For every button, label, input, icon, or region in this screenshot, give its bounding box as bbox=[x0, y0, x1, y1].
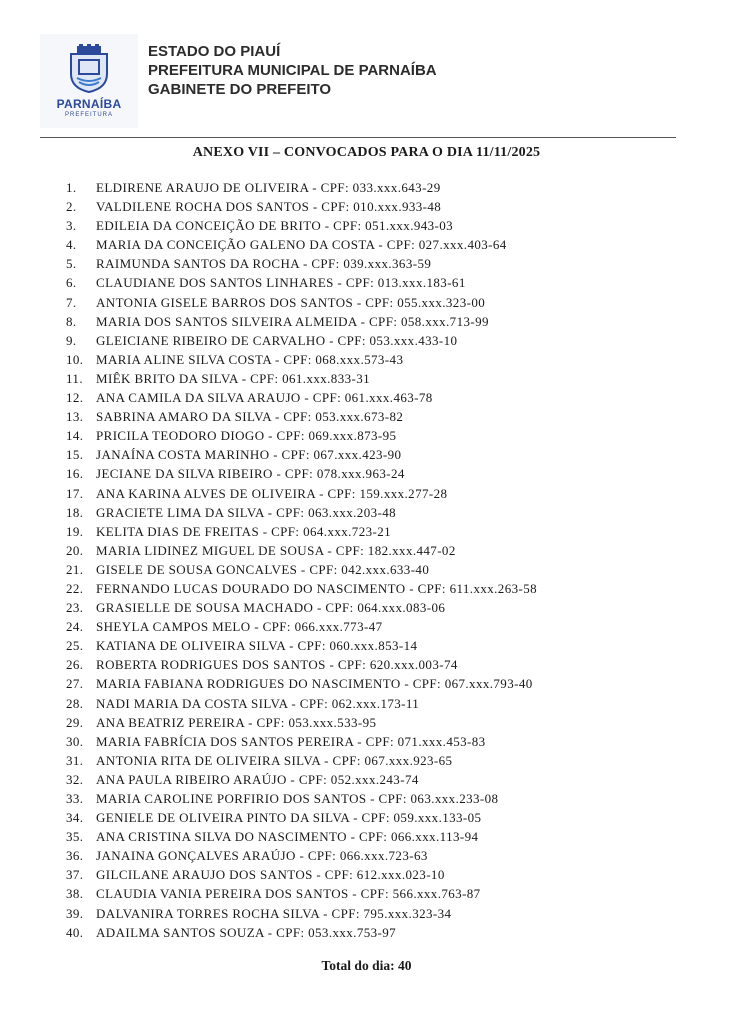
list-item-text: ANA KARINA ALVES DE OLIVEIRA - CPF: 159.xxx.277-28 bbox=[96, 485, 448, 501]
list-item-text: SABRINA AMARO DA SILVA - CPF: 053.xxx.673-82 bbox=[96, 409, 404, 425]
list-item-text: CLAUDIANE DOS SANTOS LINHARES - CPF: 013.xxx.183-61 bbox=[96, 275, 466, 291]
logo-name: PARNAÍBA bbox=[56, 97, 122, 111]
list-item-number: 16. bbox=[66, 466, 84, 482]
list-item-text: ELDIRENE ARAUJO DE OLIVEIRA - CPF: 033.xxx.643-29 bbox=[96, 180, 441, 195]
list-item-text: KELITA DIAS DE FREITAS - CPF: 064.xxx.723-21 bbox=[96, 523, 392, 539]
list-item-number: 34. bbox=[66, 810, 84, 826]
list-item-number: 11. bbox=[66, 370, 83, 386]
list-item-text: MARIA DOS SANTOS SILVEIRA ALMEIDA - CPF: 058.xxx.713-99 bbox=[96, 313, 489, 329]
list-item-number: 25. bbox=[66, 638, 84, 654]
list-item bbox=[66, 655, 537, 674]
list-item bbox=[66, 808, 537, 827]
header-office: GABINETE DO PREFEITO bbox=[148, 81, 332, 98]
header-state: ESTADO DO PIAUÍ bbox=[148, 43, 281, 60]
list-item-number: 6. bbox=[66, 275, 77, 291]
list-item-number: 29. bbox=[66, 714, 84, 730]
list-item bbox=[66, 827, 537, 846]
list-item-text: MARIA FABRÍCIA DOS SANTOS PEREIRA - CPF: 071.xxx.453-83 bbox=[96, 733, 486, 749]
list-item bbox=[66, 579, 537, 598]
document-title: ANEXO VII – CONVOCADOS PARA O DIA 11/11/2025 bbox=[192, 145, 541, 160]
list-item bbox=[66, 235, 537, 254]
list-item-text: NADI MARIA DA COSTA SILVA - CPF: 062.xxx.173-11 bbox=[96, 695, 420, 711]
list-item bbox=[66, 407, 537, 426]
list-item bbox=[66, 312, 537, 331]
total-of-day: Total do dia: 40 bbox=[321, 958, 412, 973]
list-item bbox=[66, 484, 537, 503]
list-item-number: 32. bbox=[66, 771, 84, 787]
list-item-text: MIÊK BRITO DA SILVA - CPF: 061.xxx.833-31 bbox=[96, 370, 371, 386]
coat-of-arms-icon bbox=[65, 44, 113, 94]
list-item-number: 37. bbox=[66, 867, 84, 883]
list-item-number: 30. bbox=[66, 733, 84, 749]
list-item-number: 12. bbox=[66, 390, 84, 406]
list-item-number: 28. bbox=[66, 695, 84, 711]
list-item-text: ANA BEATRIZ PEREIRA - CPF: 053.xxx.533-95 bbox=[96, 714, 377, 730]
list-item-text: GISELE DE SOUSA GONCALVES - CPF: 042.xxx.633-40 bbox=[96, 561, 430, 577]
list-item bbox=[66, 904, 537, 923]
list-item-number: 13. bbox=[66, 409, 84, 425]
list-item bbox=[66, 923, 537, 942]
document-header bbox=[40, 34, 680, 130]
list-item-number: 24. bbox=[66, 619, 84, 635]
list-item-number: 33. bbox=[66, 791, 84, 806]
list-item bbox=[66, 674, 537, 693]
list-item-text: ANA CAMILA DA SILVA ARAUJO - CPF: 061.xxx.463-78 bbox=[96, 390, 433, 406]
list-item bbox=[66, 522, 537, 541]
list-item-text: MARIA FABIANA RODRIGUES DO NASCIMENTO - CPF: 067.xxx.793-40 bbox=[96, 676, 533, 692]
list-item-text: FERNANDO LUCAS DOURADO DO NASCIMENTO - CPF: 611.xxx.263-58 bbox=[96, 580, 538, 596]
list-item-number: 38. bbox=[66, 886, 84, 902]
list-item-number: 5. bbox=[66, 256, 77, 272]
list-item-number: 19. bbox=[66, 523, 84, 539]
list-item-number: 9. bbox=[66, 332, 77, 348]
list-item-text: MARIA ALINE SILVA COSTA - CPF: 068.xxx.573-43 bbox=[96, 351, 404, 367]
list-item-number: 23. bbox=[66, 600, 84, 616]
list-item-text: MARIA DA CONCEIÇÃO GALENO DA COSTA - CPF: 027.xxx.403-64 bbox=[96, 237, 507, 253]
list-item-text: GILCILANE ARAUJO DOS SANTOS - CPF: 612.xxx.023-10 bbox=[96, 867, 445, 883]
list-item-number: 2. bbox=[66, 199, 77, 215]
list-item-number: 31. bbox=[66, 752, 84, 768]
list-item bbox=[66, 503, 537, 522]
list-item bbox=[66, 350, 537, 369]
list-item-number: 35. bbox=[66, 829, 84, 845]
list-item bbox=[66, 331, 537, 350]
list-item bbox=[66, 713, 537, 732]
list-item bbox=[66, 369, 537, 388]
list-item bbox=[66, 197, 537, 216]
list-item bbox=[66, 273, 537, 292]
list-item-number: 36. bbox=[66, 848, 84, 864]
list-item-number: 4. bbox=[66, 237, 77, 253]
list-item-number: 27. bbox=[66, 676, 84, 692]
list-item bbox=[66, 254, 537, 273]
list-item-number: 1. bbox=[66, 180, 77, 195]
list-item-number: 22. bbox=[66, 580, 84, 596]
list-item-text: ANTONIA GISELE BARROS DOS SANTOS - CPF: 055.xxx.323-00 bbox=[96, 294, 486, 310]
list-item bbox=[66, 694, 537, 713]
list-item-text: KATIANA DE OLIVEIRA SILVA - CPF: 060.xxx.853-14 bbox=[96, 638, 418, 654]
list-item-text: CLAUDIA VANIA PEREIRA DOS SANTOS - CPF: 566.xxx.763-87 bbox=[96, 886, 481, 902]
list-item-text: ANA CRISTINA SILVA DO NASCIMENTO - CPF: 066.xxx.113-94 bbox=[96, 829, 479, 845]
list-item-number: 39. bbox=[66, 905, 84, 921]
list-item-text: JANAINA GONÇALVES ARAÚJO - CPF: 066.xxx.723-63 bbox=[96, 848, 428, 864]
header-text bbox=[148, 42, 437, 99]
list-item-text: RAIMUNDA SANTOS DA ROCHA - CPF: 039.xxx.363-59 bbox=[96, 256, 432, 272]
list-item-number: 17. bbox=[66, 485, 84, 501]
list-item bbox=[66, 293, 537, 312]
list-item bbox=[66, 426, 537, 445]
list-item-text: DALVANIRA TORRES ROCHA SILVA - CPF: 795.xxx.323-34 bbox=[96, 905, 452, 921]
list-item-number: 3. bbox=[66, 218, 77, 234]
list-item-text: VALDILENE ROCHA DOS SANTOS - CPF: 010.xxx.933-48 bbox=[96, 199, 442, 215]
list-item bbox=[66, 770, 537, 789]
list-item-text: JECIANE DA SILVA RIBEIRO - CPF: 078.xxx.963-24 bbox=[96, 466, 405, 482]
list-item-number: 10. bbox=[66, 351, 84, 367]
list-item bbox=[66, 789, 537, 808]
list-item-text: ANA PAULA RIBEIRO ARAÚJO - CPF: 052.xxx.243-74 bbox=[96, 771, 419, 787]
list-item-number: 15. bbox=[66, 447, 84, 463]
list-item bbox=[66, 751, 537, 770]
header-prefecture: PREFEITURA MUNICIPAL DE PARNAÍBA bbox=[148, 62, 437, 79]
list-item-number: 21. bbox=[66, 561, 84, 577]
header-divider bbox=[40, 137, 676, 138]
list-item bbox=[66, 865, 537, 884]
logo-subtitle: PREFEITURA bbox=[64, 112, 113, 118]
list-item-text: GRASIELLE DE SOUSA MACHADO - CPF: 064.xxx.083-06 bbox=[96, 600, 446, 616]
list-item-text: GENIELE DE OLIVEIRA PINTO DA SILVA - CPF: 059.xxx.133-05 bbox=[96, 810, 482, 826]
list-item-text: PRICILA TEODORO DIOGO - CPF: 069.xxx.873-95 bbox=[96, 428, 397, 444]
list-item-number: 40. bbox=[66, 924, 84, 940]
list-item bbox=[66, 617, 537, 636]
list-item-text: MARIA LIDINEZ MIGUEL DE SOUSA - CPF: 182.xxx.447-02 bbox=[96, 542, 456, 558]
parnaiba-logo bbox=[40, 34, 138, 128]
list-item-text: ROBERTA RODRIGUES DOS SANTOS - CPF: 620.xxx.003-74 bbox=[96, 657, 458, 673]
list-item-text: ANTONIA RITA DE OLIVEIRA SILVA - CPF: 067.xxx.923-65 bbox=[96, 752, 453, 768]
list-item-text: GRACIETE LIMA DA SILVA - CPF: 063.xxx.203-48 bbox=[96, 504, 397, 520]
list-item bbox=[66, 445, 537, 464]
list-item-text: ADAILMA SANTOS SOUZA - CPF: 053.xxx.753-97 bbox=[96, 924, 397, 940]
list-item bbox=[66, 636, 537, 655]
list-item bbox=[66, 178, 537, 197]
list-item-number: 20. bbox=[66, 542, 84, 558]
list-item bbox=[66, 560, 537, 579]
list-item-number: 26. bbox=[66, 657, 84, 673]
list-item-text: GLEICIANE RIBEIRO DE CARVALHO - CPF: 053.xxx.433-10 bbox=[96, 332, 458, 348]
list-item-text: MARIA CAROLINE PORFIRIO DOS SANTOS - CPF: 063.xxx.233-08 bbox=[96, 791, 499, 806]
list-item-text: JANAÍNA COSTA MARINHO - CPF: 067.xxx.423-90 bbox=[96, 447, 402, 463]
list-item-number: 14. bbox=[66, 428, 84, 444]
list-item bbox=[66, 464, 537, 483]
convocados-list bbox=[66, 178, 537, 942]
list-item-number: 8. bbox=[66, 313, 77, 329]
list-item bbox=[66, 846, 537, 865]
list-item bbox=[66, 598, 537, 617]
list-item bbox=[66, 388, 537, 407]
list-item bbox=[66, 541, 537, 560]
list-item-number: 18. bbox=[66, 504, 84, 520]
list-item-number: 7. bbox=[66, 294, 77, 310]
list-item bbox=[66, 216, 537, 235]
list-item bbox=[66, 732, 537, 751]
list-item-text: EDILEIA DA CONCEIÇÃO DE BRITO - CPF: 051.xxx.943-03 bbox=[96, 218, 454, 234]
list-item bbox=[66, 884, 537, 903]
list-item-text: SHEYLA CAMPOS MELO - CPF: 066.xxx.773-47 bbox=[96, 619, 383, 635]
